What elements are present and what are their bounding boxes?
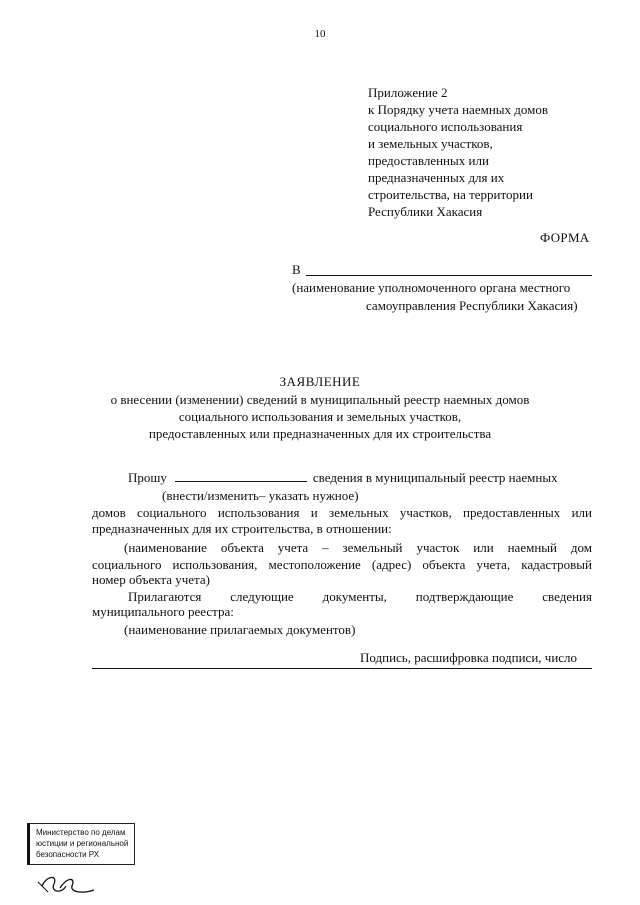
request-blank [175, 470, 307, 482]
handwritten-signature [36, 868, 100, 902]
document-subtitle [60, 391, 580, 442]
signature-caption: Подпись, расшифровка подписи, число [360, 650, 578, 665]
subtitle-line: социального использования и земельных участков, [178, 409, 462, 424]
appendix-line: социального использования [368, 119, 523, 134]
form-label: ФОРМА [540, 230, 590, 245]
request-word: Прошу [128, 470, 167, 485]
appendix-line: Республики Хакасия [368, 204, 483, 219]
signature-icon [36, 868, 100, 898]
attachments-hint: (наименование прилагаемых документов) [124, 622, 356, 637]
appendix-line: Приложение 2 [368, 85, 448, 100]
appendix-line: предоставленных или [368, 153, 489, 168]
attachments-line1: Прилагаются следующие документы, подтверждающие сведения [128, 589, 592, 604]
request-line [128, 470, 558, 486]
subtitle-line: предоставленных или предназначенных для их строительства [148, 426, 492, 441]
ministry-stamp [27, 823, 135, 865]
recipient-caption: (наименование уполномоченного органа местного [292, 280, 571, 295]
object-hint-line2: социального использования, местоположение (адрес) объекта учета, кадастровый [92, 557, 592, 572]
request-line2: домов социального использования и земельных участков, предоставленных или [92, 505, 592, 520]
appendix-line: строительства, на территории [368, 187, 533, 202]
attachments-line2: муниципального реестра: [92, 604, 234, 619]
subtitle-line: о внесении (изменении) сведений в муниципальный реестр наемных домов [110, 392, 530, 407]
object-hint-line3: номер объекта учета) [92, 572, 210, 587]
page-number: 10 [314, 28, 326, 40]
appendix-line: предназначенных для их [368, 170, 505, 185]
stamp-line: Министерство по делам [36, 828, 126, 837]
request-rest: сведения в муниципальный реестр наемных [312, 470, 558, 485]
document-title: ЗАЯВЛЕНИЕ [279, 374, 361, 389]
stamp-line: юстиции и региональной [36, 839, 129, 848]
recipient-line [292, 262, 592, 278]
object-hint-line1: (наименование объекта учета – земельный участок или наемный дом [124, 540, 592, 555]
request-line3: предназначенных для их строительства, в отношении: [92, 521, 392, 536]
signature-rule [92, 668, 592, 669]
request-hint: (внести/изменить– указать нужное) [162, 488, 359, 503]
stamp-line: безопасности РХ [36, 850, 100, 859]
appendix-block [368, 84, 608, 220]
recipient-blank-rule [306, 275, 592, 276]
appendix-line: и земельных участков, [368, 136, 493, 151]
recipient-prefix: В [292, 262, 301, 277]
recipient-caption: самоуправления Республики Хакасия) [366, 298, 578, 313]
appendix-line: к Порядку учета наемных домов [368, 102, 548, 117]
